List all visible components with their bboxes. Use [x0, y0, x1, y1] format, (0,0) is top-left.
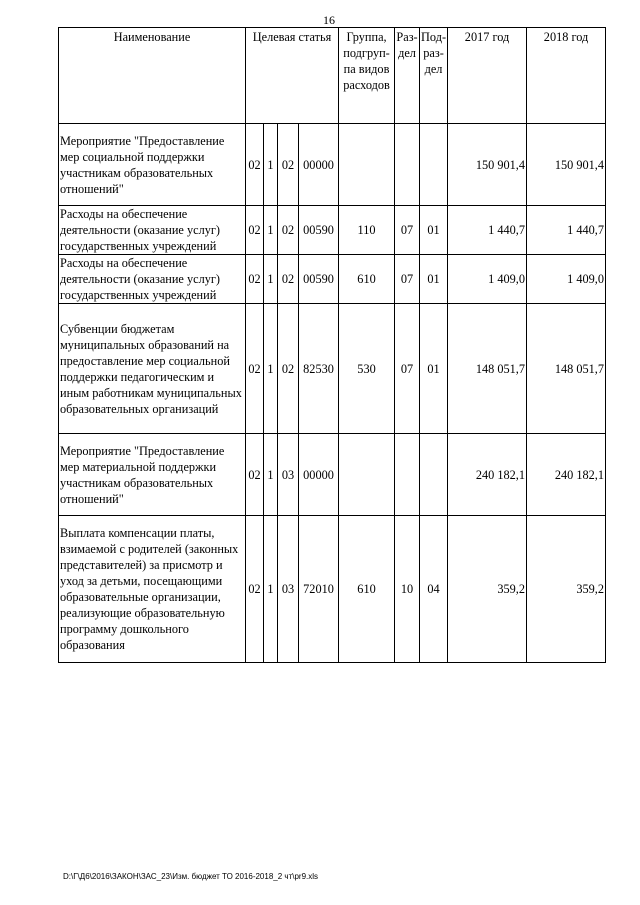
- amount-2018: 240 182,1: [527, 434, 606, 516]
- footer-file-path: D:\Г\Д6\2016\ЗАКОН\ЗАС_23\Изм. бюджет ТО 2016-2018_2 чт\pr9.xls: [63, 872, 319, 881]
- table-row: [59, 206, 606, 255]
- target-article-part-4: 00000: [299, 124, 339, 206]
- amount-2017: 1 440,7: [448, 206, 527, 255]
- amount-2017: 240 182,1: [448, 434, 527, 516]
- target-article-part-3: 03: [278, 516, 299, 663]
- section: 07: [395, 206, 420, 255]
- target-article-part-2: 1: [264, 434, 278, 516]
- table-row: [59, 434, 606, 516]
- row-name: Выплата компенсации платы, взимаемой с родителей (законных представителей) за присмотр и уход за детьми, посещающими образовательные организации, реализующие образовательную программу дошкольного образования: [59, 516, 246, 663]
- row-name: Расходы на обеспечение деятельности (оказание услуг) государственных учреждений: [59, 255, 246, 304]
- target-article-part-2: 1: [264, 206, 278, 255]
- table-row: [59, 124, 606, 206]
- expense-group: [339, 434, 395, 516]
- row-name: Мероприятие "Предоставление мер социальной поддержки участникам образовательных отношений": [59, 124, 246, 206]
- section: [395, 124, 420, 206]
- target-article-part-3: 03: [278, 434, 299, 516]
- amount-2018: 148 051,7: [527, 304, 606, 434]
- amount-2017: 148 051,7: [448, 304, 527, 434]
- section: 07: [395, 255, 420, 304]
- target-article-part-2: 1: [264, 516, 278, 663]
- target-article-part-2: 1: [264, 124, 278, 206]
- table-row: [59, 255, 606, 304]
- target-article-part-4: 00590: [299, 255, 339, 304]
- table-header-row: [59, 28, 606, 124]
- expense-group: 610: [339, 255, 395, 304]
- header-subsection: Под-раз-дел: [420, 28, 448, 124]
- target-article-part-1: 02: [246, 124, 264, 206]
- header-name: Наименование: [59, 28, 246, 124]
- header-expense-group: Группа, подгруп-па видов расходов: [339, 28, 395, 124]
- table-body: [59, 124, 606, 663]
- expense-group: 610: [339, 516, 395, 663]
- row-name: Субвенции бюджетам муниципальных образований на предоставление мер социальной поддержки педагогическим и иным работникам муниципальных образовательных организаций: [59, 304, 246, 434]
- expense-group: 530: [339, 304, 395, 434]
- subsection: 01: [420, 255, 448, 304]
- target-article-part-3: 02: [278, 206, 299, 255]
- amount-2017: 1 409,0: [448, 255, 527, 304]
- section: 07: [395, 304, 420, 434]
- target-article-part-3: 02: [278, 124, 299, 206]
- row-name: Мероприятие "Предоставление мер материальной поддержки участникам образовательных отношений": [59, 434, 246, 516]
- subsection: 01: [420, 206, 448, 255]
- target-article-part-2: 1: [264, 255, 278, 304]
- target-article-part-1: 02: [246, 516, 264, 663]
- table-row: [59, 516, 606, 663]
- amount-2017: 150 901,4: [448, 124, 527, 206]
- expense-group: 110: [339, 206, 395, 255]
- row-name: Расходы на обеспечение деятельности (оказание услуг) государственных учреждений: [59, 206, 246, 255]
- amount-2017: 359,2: [448, 516, 527, 663]
- subsection: 01: [420, 304, 448, 434]
- expense-group: [339, 124, 395, 206]
- header-year-2017: 2017 год: [448, 28, 527, 124]
- amount-2018: 150 901,4: [527, 124, 606, 206]
- subsection: [420, 434, 448, 516]
- amount-2018: 359,2: [527, 516, 606, 663]
- target-article-part-1: 02: [246, 304, 264, 434]
- header-year-2018: 2018 год: [527, 28, 606, 124]
- table-row: [59, 304, 606, 434]
- budget-table: [58, 27, 606, 663]
- header-section: Раз-дел: [395, 28, 420, 124]
- target-article-part-1: 02: [246, 434, 264, 516]
- target-article-part-1: 02: [246, 255, 264, 304]
- subsection: [420, 124, 448, 206]
- header-target-article: Целевая статья: [246, 28, 339, 124]
- target-article-part-2: 1: [264, 304, 278, 434]
- target-article-part-4: 82530: [299, 304, 339, 434]
- target-article-part-4: 00590: [299, 206, 339, 255]
- section: 10: [395, 516, 420, 663]
- section: [395, 434, 420, 516]
- target-article-part-4: 00000: [299, 434, 339, 516]
- subsection: 04: [420, 516, 448, 663]
- page-number: 16: [323, 13, 335, 27]
- target-article-part-3: 02: [278, 304, 299, 434]
- target-article-part-3: 02: [278, 255, 299, 304]
- amount-2018: 1 440,7: [527, 206, 606, 255]
- target-article-part-4: 72010: [299, 516, 339, 663]
- amount-2018: 1 409,0: [527, 255, 606, 304]
- target-article-part-1: 02: [246, 206, 264, 255]
